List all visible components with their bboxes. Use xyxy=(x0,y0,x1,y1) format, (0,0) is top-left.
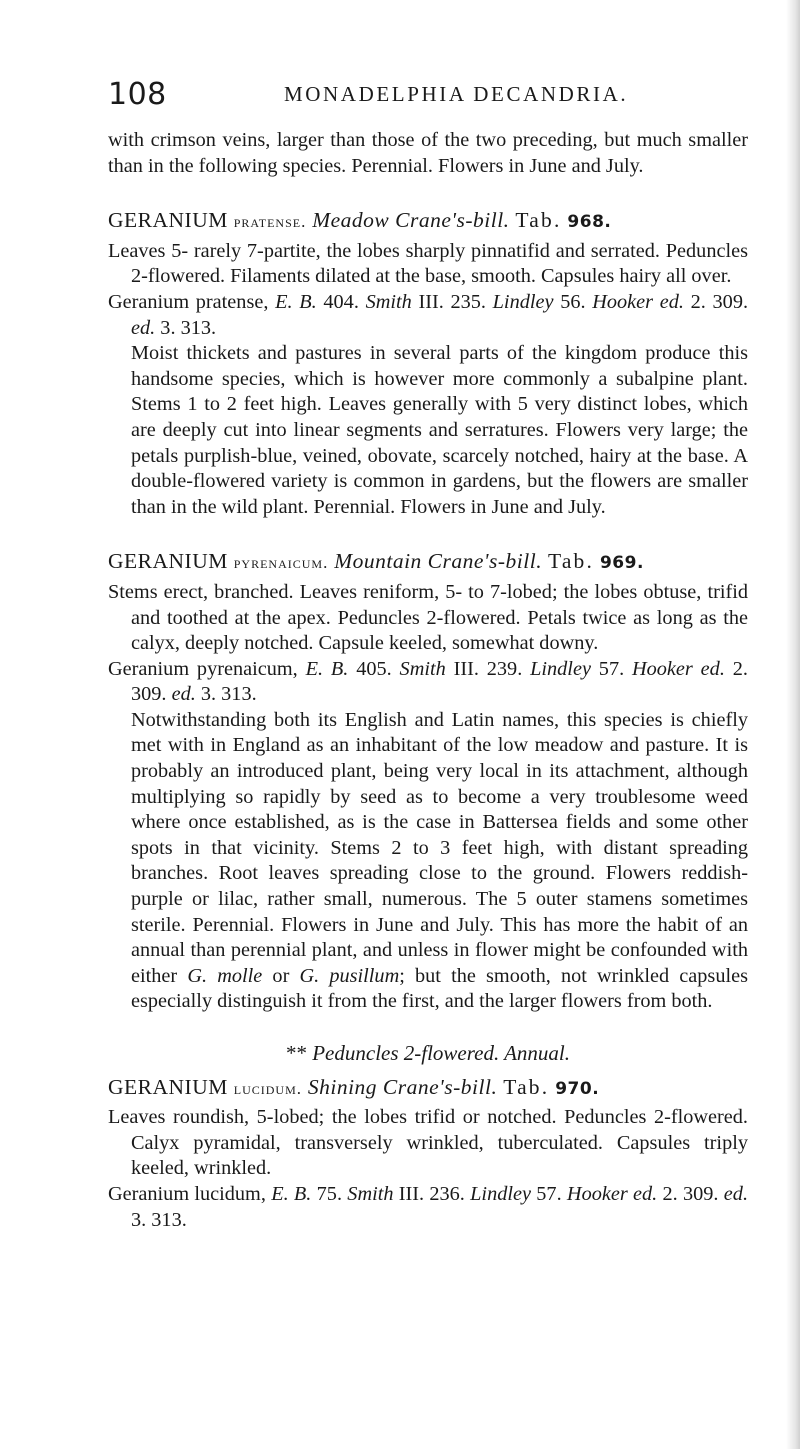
ref-hooker: Hooker xyxy=(592,290,654,313)
description: Moist thickets and pastures in several parts of the kingdom produce this handsome species, which is however more commonly a subalpine plant. Stems 1 to 2 feet high. Leaves generally with 5 very distinct lobes, which are deeply cut into linear segments and serratures. Flowers very large; the petals purplish-blue, veined, obovate, scarcely notched, hairy at the base. A double-flowered variety is common in gardens, but the flowers are smaller than in the wild plant. Perennial. Flowers in June and July. xyxy=(131,342,748,518)
tab-number: 969. xyxy=(599,553,644,574)
ref-name: Geranium pyrenaicum, xyxy=(108,657,298,680)
common-name: Shining Crane's-bill. xyxy=(307,1074,498,1099)
ref-smith: Smith xyxy=(365,290,412,313)
tab-number: 968. xyxy=(567,212,612,233)
section-stars: ** xyxy=(285,1041,307,1065)
genus: GERANIUM xyxy=(108,549,228,574)
references xyxy=(108,290,748,341)
description-part: or xyxy=(272,964,290,987)
intro-paragraph: with crimson veins, larger than those of the two preceding, but much smaller than in the following species. Perennial. Flowers in June and July. xyxy=(108,129,748,177)
ref-lindley-num: 57. xyxy=(598,657,625,680)
ref-smith: Smith xyxy=(399,657,446,680)
body-text xyxy=(108,128,748,1233)
ref-edition: ed. xyxy=(659,290,684,313)
ref-edition-num: 3. 313. xyxy=(131,1208,187,1231)
genus: GERANIUM xyxy=(108,208,228,233)
ref-english-botany: E. B. xyxy=(305,657,349,680)
ref-edition-num: 2. 309. xyxy=(131,657,748,706)
tab-label: Tab. xyxy=(503,1074,550,1099)
tab-number: 970. xyxy=(555,1078,600,1099)
ref-smith: Smith xyxy=(347,1182,394,1205)
references xyxy=(108,1182,748,1233)
tab-label: Tab. xyxy=(547,549,595,574)
description-part: Notwithstanding both its English and Latin names, this species is chiefly met with in England as an inhabitant of the low meadow and pasture. It is probably an introduced plant, being very local in its attachment, although multiplying so rapidly by seed as to become a very troublesome weed where once established, as is the case in Battersea fields and some other spots in that vicinity. Stems 2 to 3 feet high, with distant spreading branches. Root leaves spreading close to the ground. Flowers reddish-purple or lilac, rather small, numerous. The 5 outer stamens sometimes sterile. Perennial. Flowers in June and July. This has more the habit of an annual than perennial plant, and unless in flower might be confounded with either xyxy=(131,708,748,987)
ref-hooker: Hooker xyxy=(632,657,693,680)
ref-hooker: Hooker xyxy=(566,1182,628,1205)
ref-edition-num: 2. 309. xyxy=(662,1182,719,1205)
diagnosis: Stems erect, branched. Leaves reniform, 5- to 7-lobed; the lobes obtuse, trifid and toothed at the apex. Peduncles 2-flowered. Petals twice as long as the calyx, deeply notched. Capsule keeled, somewhat downy. xyxy=(108,580,748,655)
ref-edition-num: 2. 309. xyxy=(690,290,749,313)
ref-edition: ed. xyxy=(171,683,196,706)
ref-edition-num: 3. 313. xyxy=(200,683,257,706)
ref-name: Geranium pratense, xyxy=(108,290,269,313)
species-ref: G. molle xyxy=(187,964,263,987)
running-title: MONADELPHIA DECANDRIA. xyxy=(284,82,629,106)
ref-edition: ed. xyxy=(723,1182,749,1205)
epithet: lucidum. xyxy=(233,1078,302,1098)
ref-english-botany-num: 75. xyxy=(316,1182,343,1205)
page-header xyxy=(108,77,748,117)
genus: GERANIUM xyxy=(108,1074,228,1099)
diagnosis: Leaves roundish, 5-lobed; the lobes trifid or notched. Peduncles 2-flowered. Calyx pyramidal, transversely wrinkled, tuberculated. Capsules triply keeled, wrinkled. xyxy=(108,1106,748,1180)
ref-english-botany-num: 404. xyxy=(323,290,359,313)
section-title: Peduncles 2-flowered. Annual. xyxy=(312,1041,571,1065)
species-heading-lucidum xyxy=(108,1075,748,1103)
epithet: pyrenaicum. xyxy=(233,553,329,573)
ref-name: Geranium lucidum, xyxy=(108,1182,266,1205)
ref-edition: ed. xyxy=(131,316,156,339)
ref-smith-num: III. 235. xyxy=(418,290,486,313)
common-name: Mountain Crane's-bill. xyxy=(334,549,543,574)
species-heading-pyrenaicum xyxy=(108,549,748,577)
ref-edition-num: 3. 313. xyxy=(160,316,217,339)
page-edge-shadow xyxy=(786,0,800,1449)
description-part: ; but the smooth, not wrinkled capsules especially distinguish it from the first, and the larger flowers from both. xyxy=(131,964,748,1013)
section-heading xyxy=(108,1041,748,1067)
ref-lindley-num: 56. xyxy=(560,290,586,313)
ref-lindley: Lindley xyxy=(492,290,554,313)
ref-lindley: Lindley xyxy=(530,657,591,680)
ref-edition: ed. xyxy=(633,1182,658,1205)
ref-english-botany: E. B. xyxy=(271,1182,312,1205)
species-heading-pratense xyxy=(108,208,748,236)
ref-edition: ed. xyxy=(700,657,725,680)
diagnosis: Leaves 5- rarely 7-partite, the lobes sharply pinnatifid and serrated. Peduncles 2-flowered. Filaments dilated at the base, smooth. Capsules hairy all over. xyxy=(108,239,748,288)
species-ref: G. pusillum xyxy=(299,964,400,987)
tab-label: Tab. xyxy=(515,208,562,233)
ref-lindley: Lindley xyxy=(470,1182,531,1205)
ref-english-botany-num: 405. xyxy=(356,657,392,680)
page-number: 108 xyxy=(108,77,167,112)
ref-english-botany: E. B. xyxy=(275,290,317,313)
ref-smith-num: III. 239. xyxy=(453,657,523,680)
ref-lindley-num: 57. xyxy=(536,1182,562,1205)
epithet: pratense. xyxy=(233,212,307,232)
references xyxy=(108,657,748,708)
ref-smith-num: III. 236. xyxy=(398,1182,465,1205)
description xyxy=(108,708,748,1015)
common-name: Meadow Crane's-bill. xyxy=(312,208,510,233)
